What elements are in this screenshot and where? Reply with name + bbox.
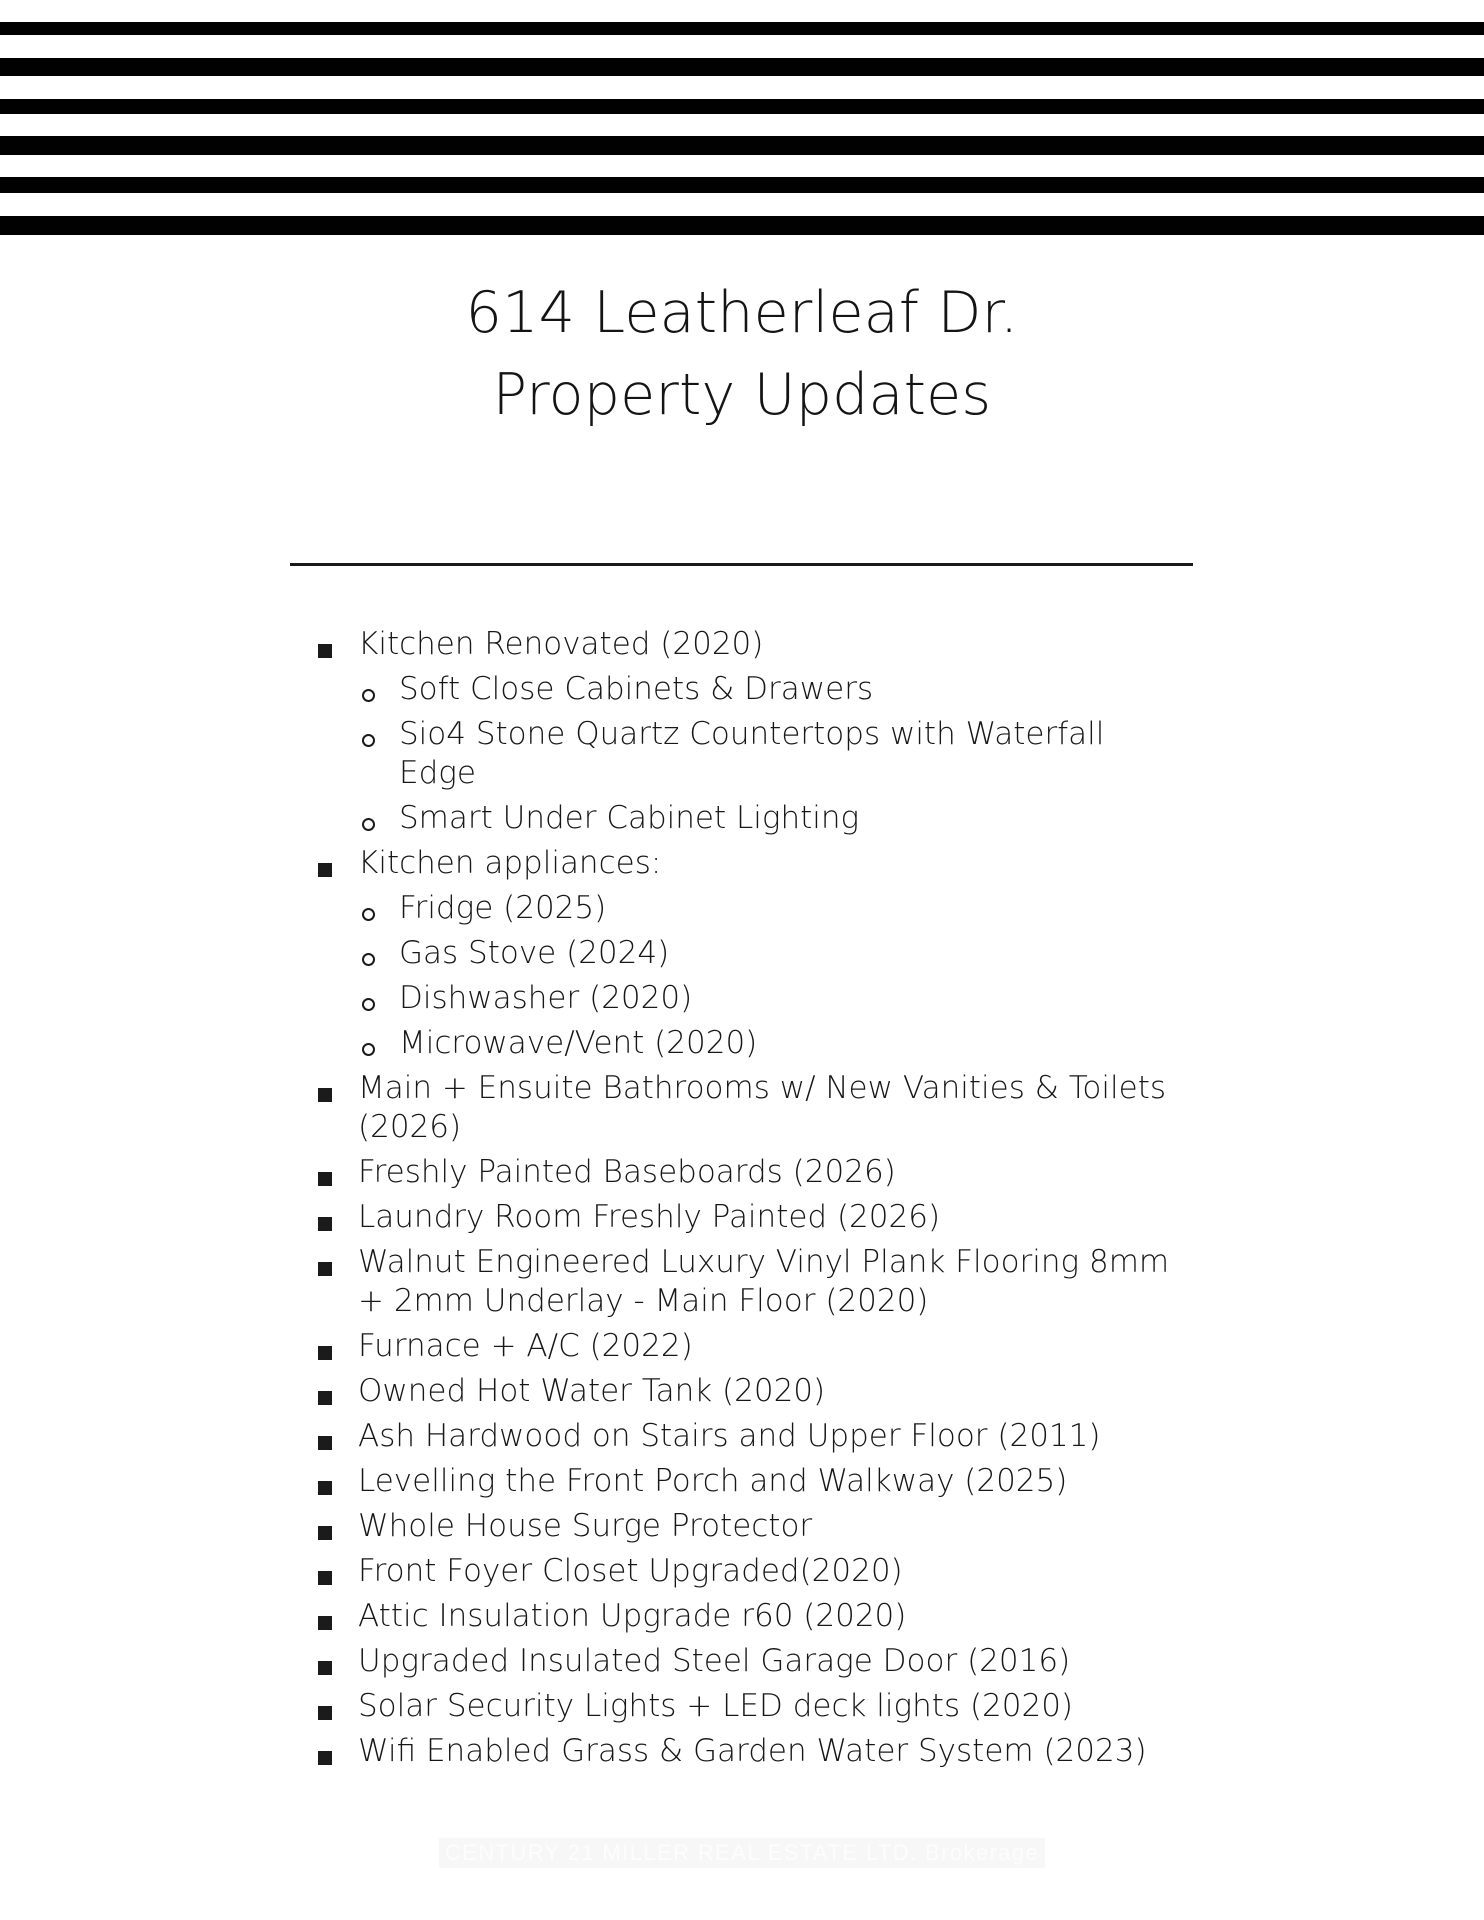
list-item — [0, 1507, 1484, 1546]
square-bullet-icon — [318, 1526, 332, 1540]
square-bullet-icon — [318, 1706, 332, 1720]
square-bullet-icon — [318, 863, 332, 877]
list-item — [0, 1372, 1484, 1411]
list-item-label: Walnut Engineered Luxury Vinyl Plank Flooring 8mm + 2mm Underlay - Main Floor (2020) — [358, 1244, 1170, 1319]
circle-bullet-icon — [362, 998, 375, 1011]
striped-banner-graphic — [0, 0, 1484, 236]
circle-bullet-icon — [362, 1043, 375, 1056]
list-item-label: Gas Stove (2024) — [399, 935, 670, 971]
banner-stripe — [0, 58, 1484, 76]
list-item — [0, 1462, 1484, 1501]
list-item — [0, 844, 1484, 883]
banner-stripe — [0, 216, 1484, 235]
list-item-label: Main + Ensuite Bathrooms w/ New Vanities & Toilets (2026) — [358, 1070, 1166, 1145]
list-item — [0, 1327, 1484, 1366]
list-item — [0, 1732, 1484, 1771]
sub-list-item — [0, 934, 1484, 973]
square-bullet-icon — [318, 1217, 332, 1231]
square-bullet-icon — [318, 1481, 332, 1495]
list-item — [0, 1597, 1484, 1636]
list-item — [0, 1153, 1484, 1192]
list-item-label: Smart Under Cabinet Lighting — [399, 800, 860, 836]
list-item-label: Solar Security Lights + LED deck lights (2020) — [358, 1688, 1074, 1724]
sub-list-item — [0, 670, 1484, 709]
square-bullet-icon — [318, 1346, 332, 1360]
list-item — [0, 1687, 1484, 1726]
list-item-label: Owned Hot Water Tank (2020) — [358, 1373, 826, 1409]
square-bullet-icon — [318, 1172, 332, 1186]
title-divider-rule — [290, 563, 1193, 566]
square-bullet-icon — [318, 1616, 332, 1630]
list-item-label: Levelling the Front Porch and Walkway (2025) — [358, 1463, 1068, 1499]
list-item-label: Microwave/Vent (2020) — [399, 1025, 758, 1061]
list-item-label: Furnace + A/C (2022) — [358, 1328, 693, 1364]
property-updates-list — [0, 625, 1484, 1777]
list-item-label: Whole House Surge Protector — [358, 1508, 813, 1544]
square-bullet-icon — [318, 1262, 332, 1276]
brokerage-watermark-text: CENTURY 21 MILLER REAL ESTATE LTD. Brokerage — [439, 1838, 1045, 1868]
square-bullet-icon — [318, 1436, 332, 1450]
list-item-label: Fridge (2025) — [399, 890, 607, 926]
list-item-label: Ash Hardwood on Stairs and Upper Floor (2011) — [358, 1418, 1101, 1454]
circle-bullet-icon — [362, 818, 375, 831]
list-item — [0, 1069, 1484, 1147]
list-item — [0, 1642, 1484, 1681]
circle-bullet-icon — [362, 908, 375, 921]
list-item-label: Front Foyer Closet Upgraded(2020) — [358, 1553, 903, 1589]
banner-stripe — [0, 99, 1484, 114]
sub-list-item — [0, 889, 1484, 928]
sub-list-item — [0, 979, 1484, 1018]
list-item-label: Laundry Room Freshly Painted (2026) — [358, 1199, 941, 1235]
square-bullet-icon — [318, 1751, 332, 1765]
page-title-line-subject: Property Updates — [492, 362, 992, 428]
sub-list-item — [0, 799, 1484, 838]
list-item-label: Sio4 Stone Quartz Countertops with Waterfall Edge — [399, 716, 1105, 791]
square-bullet-icon — [318, 1391, 332, 1405]
banner-stripe — [0, 136, 1484, 155]
sub-list-item — [0, 1024, 1484, 1063]
list-item-label: Freshly Painted Baseboards (2026) — [358, 1154, 896, 1190]
page-title — [0, 272, 1484, 436]
list-item — [0, 1198, 1484, 1237]
square-bullet-icon — [318, 1661, 332, 1675]
list-item-label: Wifi Enabled Grass & Garden Water System (2023) — [358, 1733, 1147, 1769]
sub-list-item — [0, 715, 1484, 793]
list-item-label: Kitchen appliances: — [358, 845, 662, 881]
banner-stripe — [0, 22, 1484, 35]
list-item-label: Kitchen Renovated (2020) — [358, 626, 764, 662]
list-item — [0, 1417, 1484, 1456]
circle-bullet-icon — [362, 689, 375, 702]
brokerage-watermark — [0, 1838, 1484, 1868]
list-item-label: Upgraded Insulated Steel Garage Door (2016) — [358, 1643, 1071, 1679]
list-item-label: Dishwasher (2020) — [399, 980, 693, 1016]
page-title-line-address: 614 Leatherleaf Dr. — [465, 280, 1019, 346]
square-bullet-icon — [318, 644, 332, 658]
circle-bullet-icon — [362, 734, 375, 747]
list-item-label: Attic Insulation Upgrade r60 (2020) — [358, 1598, 907, 1634]
square-bullet-icon — [318, 1571, 332, 1585]
banner-stripe — [0, 177, 1484, 193]
list-item — [0, 625, 1484, 664]
circle-bullet-icon — [362, 953, 375, 966]
list-item-label: Soft Close Cabinets & Drawers — [399, 671, 874, 707]
list-item — [0, 1243, 1484, 1321]
list-item — [0, 1552, 1484, 1591]
square-bullet-icon — [318, 1088, 332, 1102]
